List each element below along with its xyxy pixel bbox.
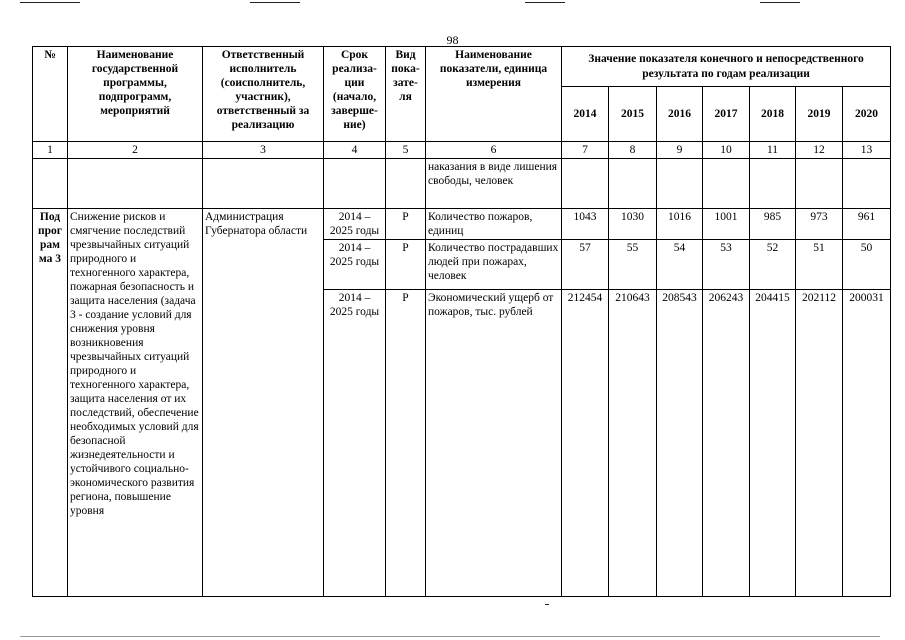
column-number: 1 (33, 142, 68, 159)
column-number: 7 (562, 142, 609, 159)
value-cell: 52 (750, 240, 796, 290)
column-number: 4 (324, 142, 386, 159)
header-year: 2020 (843, 87, 891, 142)
header-program-name: Наименование государственной программы, подпрограмм, мероприятий (68, 47, 203, 142)
value-cell: 1016 (657, 209, 703, 240)
value-cell: 1001 (703, 209, 750, 240)
value-cell: 212454 (562, 290, 609, 597)
column-number: 13 (843, 142, 891, 159)
header-year: 2014 (562, 87, 609, 142)
indicator-kind: Р (386, 290, 426, 597)
column-number: 2 (68, 142, 203, 159)
implementation-term: 2014 – 2025 годы (324, 209, 386, 240)
column-number: 6 (426, 142, 562, 159)
header-year: 2016 (657, 87, 703, 142)
value-cell: 51 (796, 240, 843, 290)
value-cell: 985 (750, 209, 796, 240)
header-number: № (33, 47, 68, 142)
scan-artifact (760, 2, 800, 3)
indicator-name: наказания в виде лишения свободы, человек (426, 159, 562, 209)
scan-artifact (545, 604, 549, 605)
value-cell: 208543 (657, 290, 703, 597)
scan-artifact (525, 2, 565, 3)
indicator-kind: Р (386, 240, 426, 290)
page-number: 98 (446, 33, 459, 47)
value-cell: 204415 (750, 290, 796, 597)
header-year: 2017 (703, 87, 750, 142)
header-row (33, 47, 891, 87)
value-cell: 57 (562, 240, 609, 290)
header-indicator-kind: Вид пока-зате-ля (386, 47, 426, 142)
value-cell: 1030 (609, 209, 657, 240)
column-number: 10 (703, 142, 750, 159)
header-year: 2015 (609, 87, 657, 142)
column-number: 8 (609, 142, 657, 159)
scan-artifact (20, 636, 880, 637)
header-values: Значение показателя конечного и непосредственного результата по годам реализации (562, 47, 891, 87)
implementation-term: 2014 – 2025 годы (324, 290, 386, 597)
column-numbers-row (33, 142, 891, 159)
header-indicator-name: Наименование показатели, единица измерения (426, 47, 562, 142)
value-cell: 202112 (796, 290, 843, 597)
indicator-name: Количество пострадавших людей при пожарах, человек (426, 240, 562, 290)
column-number: 5 (386, 142, 426, 159)
indicators-table (32, 46, 891, 597)
continuation-row (33, 159, 891, 209)
implementation-term: 2014 – 2025 годы (324, 240, 386, 290)
subprogram-number: Под прог рам ма 3 (33, 209, 68, 597)
column-number: 11 (750, 142, 796, 159)
indicator-name: Количество пожаров, единиц (426, 209, 562, 240)
value-cell: 210643 (609, 290, 657, 597)
column-number: 12 (796, 142, 843, 159)
header-year: 2018 (750, 87, 796, 142)
indicator-kind: Р (386, 209, 426, 240)
value-cell: 961 (843, 209, 891, 240)
value-cell: 206243 (703, 290, 750, 597)
value-cell: 55 (609, 240, 657, 290)
value-cell: 1043 (562, 209, 609, 240)
value-cell: 200031 (843, 290, 891, 597)
indicator-name: Экономический ущерб от пожаров, тыс. рублей (426, 290, 562, 597)
table-row (33, 209, 891, 240)
subprogram-name: Снижение рисков и смягчение последствий чрезвычайных ситуаций природного и техногенного характера, пожарная безопасность и защита населения (задача 3 - создание условий для снижения уровня возникновения чрезвычайных ситуаций природного и техногенного характера, защита населения от их последствий, обеспечение необходимых условий для безопасной жизнедеятельности и устойчивого социально-экономического развития региона, повышение уровня (68, 209, 203, 597)
column-number: 3 (203, 142, 324, 159)
value-cell: 50 (843, 240, 891, 290)
value-cell: 53 (703, 240, 750, 290)
responsible-executor: Администрация Губернатора области (203, 209, 324, 597)
header-year: 2019 (796, 87, 843, 142)
column-number: 9 (657, 142, 703, 159)
scan-artifact (20, 2, 80, 3)
value-cell: 54 (657, 240, 703, 290)
value-cell: 973 (796, 209, 843, 240)
scan-artifact (250, 2, 300, 3)
header-executor: Ответственный исполнитель (соисполнитель, участник), ответственный за реализацию (203, 47, 324, 142)
header-term: Срок реализа-ции (начало, заверше-ние) (324, 47, 386, 142)
